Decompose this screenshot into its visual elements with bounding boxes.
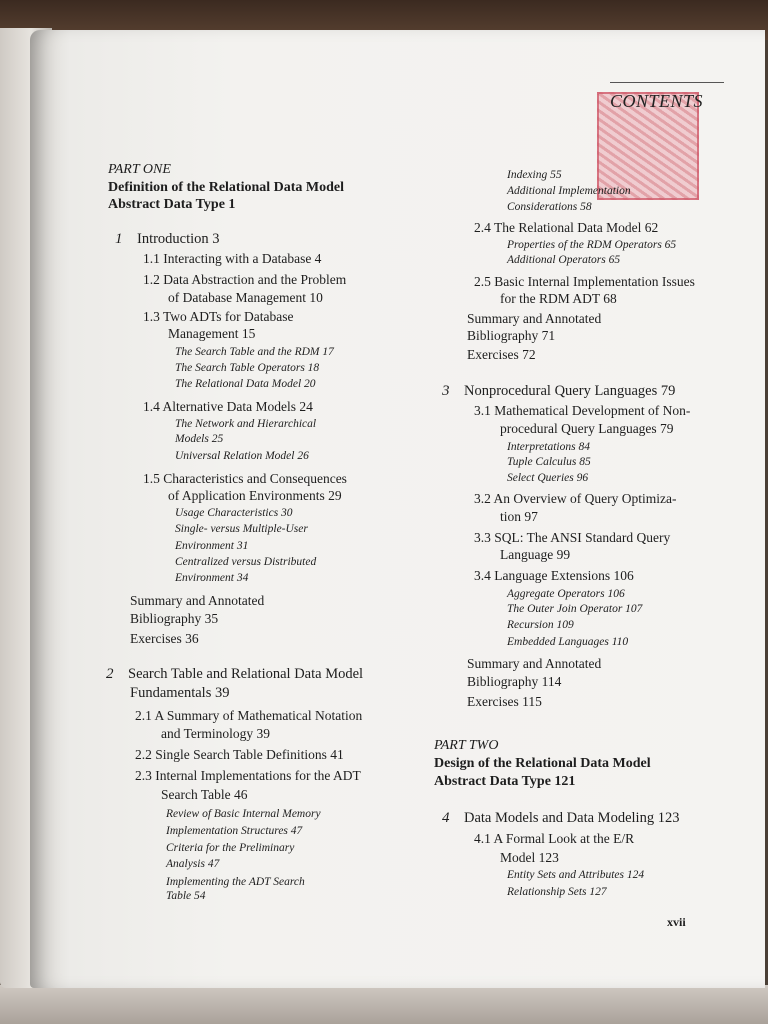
toc-entry: [106, 666, 363, 683]
toc-entry-text: Models 25: [175, 433, 224, 445]
toc-entry: [507, 254, 620, 266]
toc-entry: [135, 747, 344, 763]
toc-entry: [143, 309, 293, 325]
toc-entry-text: 2.3 Internal Implementations for the ADT: [135, 768, 361, 783]
toc-entry: [166, 808, 321, 820]
toc-entry: [115, 231, 220, 248]
toc-entry-text: Considerations 58: [507, 201, 592, 213]
toc-entry: [175, 572, 248, 584]
toc-entry-text: 1.5 Characteristics and Consequences: [143, 471, 347, 486]
toc-entry-text: Design of the Relational Data Model: [434, 756, 651, 771]
toc-entry: [500, 291, 617, 307]
toc-entry-text: 3.4 Language Extensions 106: [474, 568, 634, 583]
toc-entry-text: Search Table 46: [161, 787, 248, 802]
toc-entry: [175, 507, 293, 519]
chapter-number: 1: [115, 231, 123, 247]
toc-entry-text: Introduction 3: [137, 231, 220, 247]
toc-entry: [434, 774, 575, 790]
toc-entry: [507, 603, 642, 615]
toc-entry-text: 2.4 The Relational Data Model 62: [474, 220, 659, 235]
toc-entry-text: Definition of the Relational Data Model: [108, 180, 345, 195]
toc-entry-text: The Search Table Operators 18: [175, 362, 320, 374]
toc-entry: [166, 890, 206, 902]
toc-entry: [500, 421, 674, 437]
toc-entry: [507, 441, 590, 453]
toc-entry: [507, 472, 588, 484]
toc-entry: [474, 491, 676, 507]
toc-entry-text: Exercises 72: [467, 347, 536, 362]
toc-entry-text: 1.2 Data Abstraction and the Problem: [143, 272, 347, 287]
toc-entry-text: of Application Environments 29: [168, 488, 342, 503]
toc-entry-text: 4.1 A Formal Look at the E/R: [474, 831, 635, 846]
toc-entry-text: 3.1 Mathematical Development of Non-: [474, 403, 691, 418]
toc-entry-text: The Network and Hierarchical: [175, 418, 317, 430]
toc-entry: [467, 328, 555, 344]
toc-entry-text: Table 54: [166, 890, 206, 902]
toc-entry: [166, 858, 219, 870]
toc-entry-text: Language 99: [500, 547, 571, 562]
toc-entry-text: Universal Relation Model 26: [175, 450, 309, 462]
toc-entry-text: Data Models and Data Modeling 123: [464, 810, 680, 826]
toc-entry: [130, 611, 218, 627]
toc-entry-text: 2.5 Basic Internal Implementation Issues: [474, 274, 695, 289]
toc-entry: [166, 876, 305, 888]
toc-entry: [507, 185, 631, 197]
toc-entry: [143, 399, 313, 415]
toc-entry: [161, 726, 270, 742]
toc-entry: [467, 656, 601, 672]
toc-entry: [467, 347, 536, 363]
toc-entry: [175, 418, 316, 430]
toc-entry: [507, 886, 607, 898]
toc-entry: [467, 311, 601, 327]
toc-entry: [166, 825, 302, 837]
toc-entry-text: PART TWO: [434, 738, 499, 753]
toc-entry-text: Properties of the RDM Operators 65: [507, 239, 677, 251]
toc-entry-text: The Relational Data Model 20: [175, 378, 316, 390]
toc-entry: [175, 523, 308, 535]
toc-entry: [474, 403, 690, 419]
toc-entry-text: Exercises 115: [467, 694, 542, 709]
toc-entry: [507, 636, 628, 648]
toc-entry-text: Exercises 36: [130, 631, 199, 646]
toc-entry: [175, 556, 316, 568]
toc-entry-text: Usage Characteristics 30: [175, 507, 293, 519]
toc-entry: [507, 588, 625, 600]
toc-entry-text: Environment 34: [175, 572, 249, 584]
toc-entry-text: tion 97: [500, 509, 538, 524]
toc-entry: [130, 631, 199, 647]
toc-entry: [500, 509, 538, 525]
toc-entry: [474, 831, 634, 847]
page-number: xvii: [667, 915, 686, 929]
toc-entry: [467, 694, 542, 710]
toc-entry-text: Indexing 55: [507, 169, 562, 181]
toc-entry: [168, 290, 323, 306]
toc-entry-text: Review of Basic Internal Memory: [166, 808, 321, 820]
toc-entry-text: The Search Table and the RDM 17: [175, 346, 334, 358]
toc-entry-text: Model 123: [500, 850, 559, 865]
toc-entry-text: 1.3 Two ADTs for Database: [143, 309, 294, 324]
toc-entry-text: Abstract Data Type 121: [434, 774, 576, 789]
toc-entry-text: Additional Implementation: [507, 185, 631, 197]
toc-entry: [507, 201, 592, 213]
toc-entry: [143, 272, 346, 288]
toc-entry: [168, 488, 342, 504]
toc-entry: [175, 378, 316, 390]
toc-entry: [130, 685, 229, 702]
toc-entry-text: Centralized versus Distributed: [175, 556, 317, 568]
toc-entry: [467, 674, 561, 690]
toc-entry: [168, 326, 255, 342]
toc-entry-text: Environment 31: [175, 540, 249, 552]
toc-entry: [474, 568, 634, 584]
book-bottom-edge: [0, 985, 768, 1024]
toc-entry-text: Management 15: [168, 326, 256, 341]
toc-entry-text: Bibliography 71: [467, 328, 556, 343]
toc-entry: [130, 593, 264, 609]
toc-entry-text: of Database Management 10: [168, 290, 323, 305]
toc-entry: [175, 450, 309, 462]
toc-entry-text: 3.3 SQL: The ANSI Standard Query: [474, 530, 671, 545]
toc-entry-text: Embedded Languages 110: [507, 636, 629, 648]
toc-entry: [166, 842, 294, 854]
toc-entry-text: Criteria for the Preliminary: [166, 842, 295, 854]
toc-entry: [175, 346, 334, 358]
toc-entry-text: Single- versus Multiple-User: [175, 523, 308, 535]
chapter-number: 4: [442, 810, 450, 826]
toc-entry-text: for the RDM ADT 68: [500, 291, 617, 306]
toc-entry-text: Implementing the ADT Search: [166, 876, 305, 888]
toc-entry: [434, 738, 498, 754]
toc-entry-text: 2.1 A Summary of Mathematical Notation: [135, 708, 363, 723]
toc-entry-text: Summary and Annotated: [467, 656, 602, 671]
toc-entry-text: and Terminology 39: [161, 726, 271, 741]
toc-entry: [434, 756, 651, 772]
toc-entry-text: Nonprocedural Query Languages 79: [464, 383, 676, 399]
toc-entry-text: Select Queries 96: [507, 472, 589, 484]
toc-entry: [108, 180, 344, 196]
toc-entry: [474, 530, 670, 546]
header-rule: [610, 82, 724, 83]
chapter-number: 2: [106, 666, 114, 682]
toc-entry: [507, 869, 644, 881]
toc-entry-text: Recursion 109: [507, 619, 574, 631]
toc-entry-text: Bibliography 35: [130, 611, 219, 626]
toc-entry-text: Summary and Annotated: [130, 593, 265, 608]
toc-entry: [474, 274, 695, 290]
toc-entry-text: Fundamentals 39: [130, 685, 230, 701]
toc-entry: [507, 239, 676, 251]
toc-entry: [500, 547, 570, 563]
page-title: CONTENTS: [610, 91, 704, 111]
toc-entry: [175, 362, 319, 374]
toc-entry: [474, 220, 658, 236]
toc-entry-text: Relationship Sets 127: [507, 886, 607, 898]
toc-entry: [442, 383, 675, 400]
toc-entry-text: 1.1 Interacting with a Database 4: [143, 251, 322, 266]
toc-entry-text: Search Table and Relational Data Model: [128, 666, 364, 682]
toc-entry: [175, 433, 223, 445]
toc-entry: [507, 456, 591, 468]
toc-entry-text: Analysis 47: [166, 858, 220, 870]
toc-entry: [135, 768, 361, 784]
toc-entry-text: Abstract Data Type 1: [108, 197, 236, 212]
toc-entry-text: Summary and Annotated: [467, 311, 602, 326]
toc-entry-text: Entity Sets and Attributes 124: [507, 869, 645, 881]
toc-entry-text: PART ONE: [108, 162, 171, 177]
toc-entry-text: Tuple Calculus 85: [507, 456, 591, 468]
toc-entry: [143, 471, 347, 487]
toc-entry: [135, 708, 362, 724]
toc-entry: [108, 162, 171, 178]
toc-entry: [442, 810, 679, 827]
toc-entry-text: 3.2 An Overview of Query Optimiza-: [474, 491, 677, 506]
toc-entry-text: Aggregate Operators 106: [507, 588, 625, 600]
toc-entry: [143, 251, 321, 267]
chapter-number: 3: [442, 383, 450, 399]
toc-entry: [161, 787, 248, 803]
toc-entry-text: Interpretations 84: [507, 441, 590, 453]
toc-entry-text: Bibliography 114: [467, 674, 562, 689]
toc-entry: [500, 850, 559, 866]
toc-entry-text: 1.4 Alternative Data Models 24: [143, 399, 313, 414]
toc-entry-text: Additional Operators 65: [507, 254, 621, 266]
toc-entry-text: procedural Query Languages 79: [500, 421, 674, 436]
toc-entry: [175, 540, 248, 552]
toc-entry: [507, 169, 562, 181]
toc-entry-text: Implementation Structures 47: [166, 825, 303, 837]
toc-entry-text: 2.2 Single Search Table Definitions 41: [135, 747, 344, 762]
toc-entry-text: The Outer Join Operator 107: [507, 603, 643, 615]
toc-entry: [507, 619, 574, 631]
toc-entry: [108, 197, 235, 213]
